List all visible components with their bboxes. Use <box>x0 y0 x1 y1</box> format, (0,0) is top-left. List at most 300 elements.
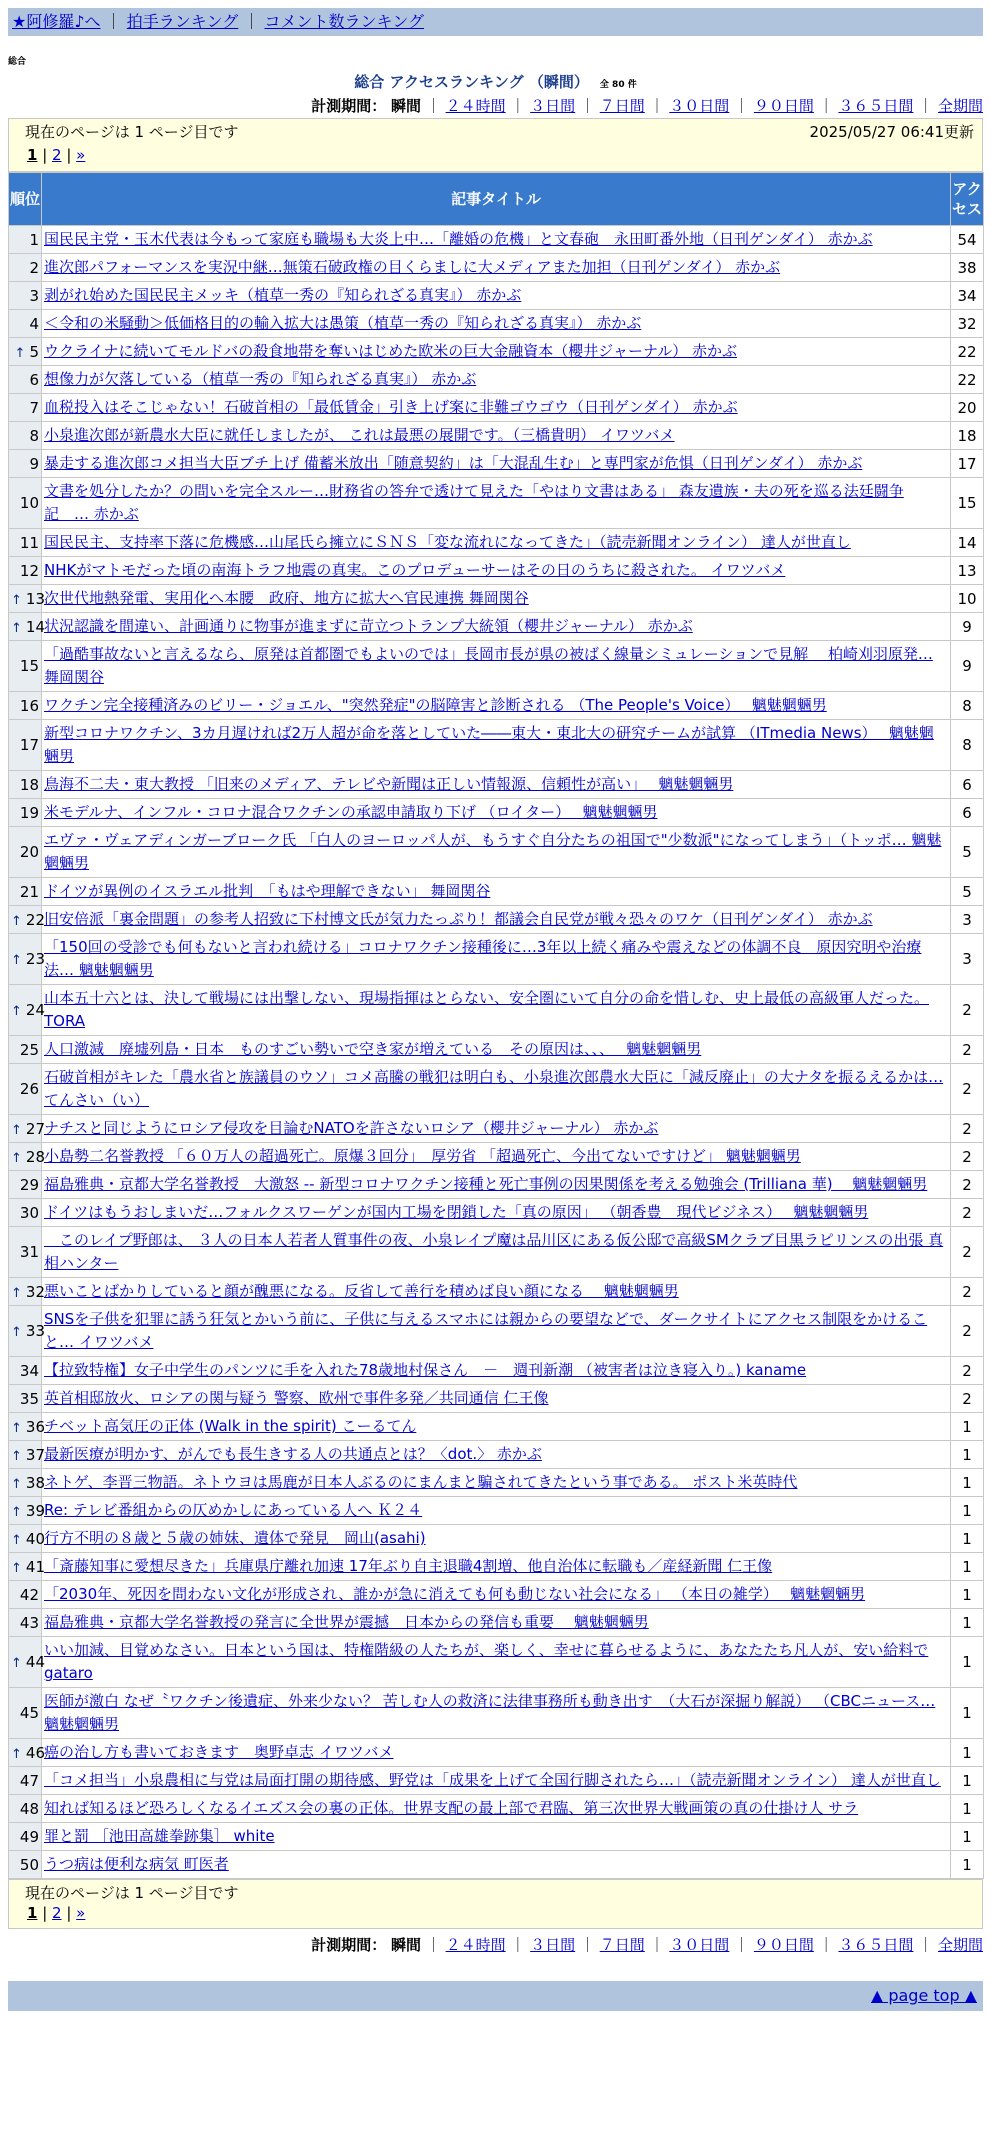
table-row <box>9 1767 984 1795</box>
rank-number: 19 <box>19 803 39 822</box>
article-link[interactable]: 福島雅典・京都大学名誉教授の発言に全世界が震撼 日本からの発信も重要 魑魅魍魎男 <box>44 1613 649 1631</box>
article-link[interactable]: ウクライナに続いてモルドバの殺食地帯を奪いはじめた欧米の巨大金融資本（櫻井ジャーナル） 赤かぶ <box>44 342 737 360</box>
access-count: 20 <box>951 394 984 422</box>
rank-number: 3 <box>29 286 39 305</box>
rank-cell <box>9 827 42 878</box>
page-separator: | <box>61 146 77 164</box>
rank-cell <box>9 934 45 985</box>
article-link[interactable]: 石破首相がキレた「農水省と族議員のウソ」コメ高騰の戦犯は明白も、小泉進次郎農水大臣に「減反廃止」の大ナタを振るえるかは… てんさい（い） <box>44 1068 944 1109</box>
period-separator: ｜ <box>813 1936 839 1954</box>
rank-cell <box>9 1609 42 1637</box>
title-cell <box>42 1767 951 1795</box>
title-cell <box>42 1637 951 1688</box>
rank-cell <box>9 529 42 557</box>
rank-number: 24 <box>25 1001 45 1019</box>
title-cell <box>42 1306 951 1357</box>
period-current: 瞬間 <box>391 97 422 115</box>
article-link[interactable]: エヴァ・ヴェアディンガーブローク氏 「白人のヨーロッパ人が、もうすぐ自分たちの祖国で"少数派"になってしまう」（トッポ… 魑魅魍魎男 <box>44 831 942 872</box>
rank-up-icon: ↑ <box>11 1420 22 1436</box>
table-row <box>9 1851 984 1879</box>
rank-cell <box>9 1637 45 1688</box>
period-link-6[interactable]: ３６５日間 <box>838 1936 914 1954</box>
article-link[interactable]: 最新医療が明かす、がんでも長生きする人の共通点とは？〈dot.〉 赤かぶ <box>44 1445 542 1463</box>
rank-cell <box>9 1581 42 1609</box>
article-link[interactable]: ドイツはもうおしまいだ…フォルクスワーゲンが国内工場を閉鎖した「真の原因」 （朝香豊 現代ビジネス） 魑魅魍魎男 <box>44 1203 869 1221</box>
period-selector <box>0 94 983 118</box>
rank-cell <box>9 585 45 613</box>
rank-cell <box>9 557 42 585</box>
access-count: 2 <box>951 985 984 1036</box>
table-row <box>9 366 984 394</box>
table-row <box>9 1143 984 1171</box>
rank-up-icon: ↑ <box>11 620 22 636</box>
title-cell <box>42 585 951 613</box>
table-row <box>9 1609 984 1637</box>
article-link[interactable]: 英首相邸放火、ロシアの関与疑う 警察、欧州で事件多発／共同通信 仁王像 <box>44 1389 549 1407</box>
table-row <box>9 799 984 827</box>
article-link[interactable]: 剥がれ始めた国民民主メッキ（植草一秀の『知られざる真実』） 赤かぶ <box>44 286 522 304</box>
ranking-heading <box>0 72 991 92</box>
access-count: 1 <box>951 1688 984 1739</box>
rank-number: 44 <box>25 1653 45 1671</box>
bottom-bar <box>8 1981 983 2011</box>
article-link[interactable]: 癌の治し方も書いておきます 奥野卓志 イワツバメ <box>44 1743 394 1761</box>
period-separator: ｜ <box>813 97 839 115</box>
rank-cell <box>9 450 42 478</box>
article-link[interactable]: 想像力が欠落している（植草一秀の『知られざる真実』） 赤かぶ <box>44 370 477 388</box>
period-separator: ｜ <box>913 97 938 115</box>
article-link[interactable]: ＜令和の米騒動＞低価格目的の輸入拡大は愚策（植草一秀の『知られざる真実』） 赤かぶ <box>44 314 642 332</box>
access-count: 1 <box>951 1413 984 1441</box>
article-link[interactable]: ワクチン完全接種済みのビリー・ジョエル、"突然発症"の脳障害と診断される （The People's Voice） 魑魅魍魎男 <box>44 696 827 714</box>
rank-number: 42 <box>19 1585 39 1604</box>
article-link[interactable]: 暴走する進次郎コメ担当大臣ブチ上げ 備蓄米放出「随意契約」は「大混乱生む」と専門家が危惧（日刊ゲンダイ） 赤かぶ <box>44 454 863 472</box>
article-link[interactable]: うつ病は便利な病気 町医者 <box>44 1855 229 1873</box>
table-row <box>9 1306 984 1357</box>
article-link[interactable]: Re: テレビ番組からの仄めかしにあっている人へ Ｋ２４ <box>44 1501 423 1519</box>
title-cell <box>42 692 951 720</box>
table-row <box>9 1227 984 1278</box>
title-cell <box>42 641 951 692</box>
access-count: 3 <box>951 934 984 985</box>
rank-number: 40 <box>25 1529 45 1548</box>
access-count: 1 <box>951 1525 984 1553</box>
applause-ranking-link[interactable]: 拍手ランキング <box>126 12 239 31</box>
access-count: 2 <box>951 1036 984 1064</box>
rank-cell <box>9 771 42 799</box>
rank-cell <box>9 1823 42 1851</box>
rank-number: 1 <box>29 230 39 249</box>
period-separator: ｜ <box>421 1936 446 1954</box>
table-row <box>9 906 984 934</box>
title-cell <box>42 1385 951 1413</box>
rank-up-icon: ↑ <box>11 1476 22 1492</box>
table-row <box>9 1278 984 1306</box>
title-cell <box>42 1199 951 1227</box>
table-row <box>9 422 984 450</box>
article-link[interactable]: 国民民主、支持率下落に危機感…山尾氏ら擁立にＳＮＳ「変な流れになってきた」（読売新聞オンライン） 達人が世直し <box>44 533 851 551</box>
article-link[interactable]: 福島雅典・京都大学名誉教授 大激怒 -- 新型コロナワクチン接種と死亡事例の因果関係を考える勉強会 (Trilliana 華) 魑魅魍魎男 <box>44 1175 928 1193</box>
title-cell <box>42 1115 951 1143</box>
rank-up-icon: ↑ <box>11 1560 22 1576</box>
next-page-link[interactable]: » <box>76 146 86 164</box>
period-separator: ｜ <box>575 1936 600 1954</box>
article-link[interactable]: 「斎藤知事に愛想尽きた」兵庫県庁離れ加速 17年ぶり自主退職4割増、他自治体に転職も／産経新聞 仁王像 <box>44 1557 773 1575</box>
access-count: 38 <box>951 254 984 282</box>
category-label: 総合 <box>8 57 27 67</box>
period-link-3[interactable]: ７日間 <box>599 97 645 115</box>
rank-cell <box>9 1306 45 1357</box>
period-link-3[interactable]: ７日間 <box>599 1936 645 1954</box>
period-separator: ｜ <box>644 97 670 115</box>
table-row <box>9 1497 984 1525</box>
article-link[interactable]: NHKがマトモだった頃の南海トラフ地震の真実。このプロデューサーはその日のうちに殺された。 イワツバメ <box>44 561 786 579</box>
access-count: 2 <box>951 1227 984 1278</box>
title-cell <box>42 450 951 478</box>
table-row <box>9 613 984 641</box>
article-link[interactable]: ネトゲ、李晋三物語。ネトウヨは馬鹿が日本人ぶるのにまんまと騙されてきたという事である。 ポスト米英時代 <box>44 1473 798 1491</box>
article-link[interactable]: SNSを子供を犯罪に誘う狂気とかいう前に、子供に与えるスマホには親からの要望などで、ダークサイトにアクセス制限をかけること… イワツバメ <box>44 1310 928 1351</box>
table-row <box>9 1525 984 1553</box>
table-row <box>9 226 984 254</box>
article-link[interactable]: 行方不明の８歳と５歳の姉妹、遺体で発見 岡山(asahi) <box>44 1529 426 1547</box>
rank-number: 7 <box>29 398 39 417</box>
table-row <box>9 1199 984 1227</box>
access-count: 2 <box>951 1357 984 1385</box>
article-link[interactable]: チベット高気圧の正体 (Walk in the spirit) こーるてん <box>44 1417 417 1435</box>
title-cell <box>42 394 951 422</box>
table-row <box>9 585 984 613</box>
period-separator: ｜ <box>729 97 754 115</box>
access-count: 1 <box>951 1469 984 1497</box>
article-link[interactable]: 米モデルナ、インフル・コロナ混合ワクチンの承認申請取り下げ （ロイター） 魑魅魍魎男 <box>44 803 658 821</box>
article-link[interactable]: 「コメ担当」小泉農相に与党は局面打開の期待感、野党は「成果を上げて全国行脚されたら…」（読売新聞オンライン） 達人が世直し <box>44 1771 941 1789</box>
rank-number: 4 <box>29 314 39 333</box>
rank-number: 39 <box>25 1501 45 1520</box>
rank-up-icon: ↑ <box>11 1504 22 1520</box>
access-count: 6 <box>951 771 984 799</box>
rank-cell <box>9 1441 45 1469</box>
article-link[interactable]: 【拉致特権】女子中学生のパンツに手を入れた78歳地村保さん － 週刊新潮 （被害者は泣き寝入り。) kaname <box>44 1361 807 1379</box>
page-separator: | <box>61 1904 77 1922</box>
table-row <box>9 878 984 906</box>
rank-number: 36 <box>25 1417 45 1436</box>
table-row <box>9 985 984 1036</box>
article-link[interactable]: 「過酷事故ないと言えるなら、原発は首都圏でもよいのでは」長岡市長が県の被ばく線量シミュレーションで見解 柏崎刈羽原発… 舞岡関谷 <box>44 645 933 686</box>
article-link[interactable]: 罪と罰 ［池田高雄拳跡集］ white <box>44 1827 275 1845</box>
title-cell <box>42 282 951 310</box>
period-separator: ｜ <box>913 1936 938 1954</box>
rank-up-icon: ↑ <box>11 1325 22 1340</box>
rank-number: 11 <box>19 533 39 552</box>
rank-number: 37 <box>25 1445 45 1464</box>
title-cell <box>42 878 951 906</box>
article-link[interactable]: 山本五十六とは、決して戦場には出撃しない、現場指揮はとらない、安全圏にいて自分の命を惜しむ、史上最低の高級軍人だった。 TORA <box>44 989 930 1030</box>
article-link[interactable]: 鳥海不二夫・東大教授 「旧来のメディア、テレビや新聞は正しい情報源、信頼性が高い」 魑魅魍魎男 <box>44 775 734 793</box>
access-count: 5 <box>951 827 984 878</box>
access-count: 2 <box>951 1171 984 1199</box>
rank-number: 38 <box>25 1473 45 1492</box>
title-cell <box>42 1413 951 1441</box>
rank-number: 20 <box>19 843 39 861</box>
period-link-1[interactable]: ２４時間 <box>445 97 506 115</box>
access-count: 22 <box>951 366 984 394</box>
rank-cell <box>9 226 42 254</box>
article-link[interactable]: 文書を処分したか？の問いを完全スルー…財務省の答弁で透けて見えた「やはり文書はある」 森友遺族・夫の死を巡る法廷闘争記 … 赤かぶ <box>44 482 904 523</box>
rank-cell <box>9 1036 42 1064</box>
table-row <box>9 934 984 985</box>
article-link[interactable]: 人口激減 廃墟列島・日本 ものすごい勢いで空き家が増えている その原因は、、、 魑魅魍魎男 <box>44 1040 702 1058</box>
rank-number: 35 <box>19 1389 39 1408</box>
rank-cell <box>9 1227 42 1278</box>
period-link-2[interactable]: ３日間 <box>530 1936 576 1954</box>
access-count: 1 <box>951 1581 984 1609</box>
page-current: 1 <box>27 1904 38 1922</box>
table-row <box>9 478 984 529</box>
rank-cell <box>9 1357 42 1385</box>
page-separator: | <box>37 1904 53 1922</box>
page-links <box>27 1904 85 1922</box>
period-separator: ｜ <box>644 1936 670 1954</box>
rank-number: 18 <box>19 775 39 794</box>
title-cell <box>42 1553 951 1581</box>
item-count: 全 80 件 <box>599 80 637 90</box>
rank-cell <box>9 1739 45 1767</box>
title-cell <box>42 557 951 585</box>
access-count: 10 <box>951 585 984 613</box>
nav-separator: ｜ <box>105 12 122 31</box>
home-link[interactable]: ★阿修羅♪へ <box>12 12 101 31</box>
title-cell <box>42 1795 951 1823</box>
period-link-2[interactable]: ３日間 <box>530 97 576 115</box>
table-row <box>9 1581 984 1609</box>
rank-cell <box>9 1413 45 1441</box>
access-count: 18 <box>951 422 984 450</box>
rank-number: 16 <box>19 696 39 715</box>
access-count: 8 <box>951 692 984 720</box>
table-row <box>9 1385 984 1413</box>
table-row <box>9 1823 984 1851</box>
table-row <box>9 1739 984 1767</box>
title-cell <box>42 771 951 799</box>
rank-cell <box>9 1385 42 1413</box>
article-link[interactable]: 国民民主党・玉木代表は今もって家庭も職場も大炎上中…「離婚の危機」と文春砲 永田町番外地（日刊ゲンダイ） 赤かぶ <box>44 230 873 248</box>
title-cell <box>42 1525 951 1553</box>
rank-cell <box>9 338 42 366</box>
rank-cell <box>9 1115 45 1143</box>
title-cell <box>42 310 951 338</box>
title-cell <box>42 1851 951 1879</box>
current-page-text: 現在のページは 1 ページ目です <box>25 123 239 141</box>
rank-number: 14 <box>25 617 45 636</box>
rank-number: 46 <box>25 1743 45 1762</box>
rank-up-icon: ↑ <box>11 1448 22 1464</box>
table-row <box>9 254 984 282</box>
access-count: 9 <box>951 613 984 641</box>
current-page-text: 現在のページは 1 ページ目です <box>25 1884 239 1902</box>
table-row <box>9 1795 984 1823</box>
title-cell <box>42 906 951 934</box>
rank-up-icon: ↑ <box>11 592 22 608</box>
rank-cell <box>9 478 42 529</box>
article-link[interactable]: 旧安倍派「裏金問題」の参考人招致に下村博文氏が気力たっぷり！都議会自民党が戦々恐々のワケ（日刊ゲンダイ） 赤かぶ <box>44 910 873 928</box>
rank-up-icon: ↑ <box>11 913 22 929</box>
title-cell <box>42 1688 951 1739</box>
rank-number: 6 <box>29 370 39 389</box>
rank-cell <box>9 1525 45 1553</box>
rank-number: 45 <box>19 1704 39 1722</box>
title-cell <box>42 827 951 878</box>
rank-cell <box>9 282 42 310</box>
next-page-link[interactable]: » <box>76 1904 86 1922</box>
comment-ranking-link[interactable]: コメント数ランキング <box>264 12 425 31</box>
access-count: 1 <box>951 1609 984 1637</box>
table-row <box>9 394 984 422</box>
title-cell <box>42 1357 951 1385</box>
period-link-1[interactable]: ２４時間 <box>445 1936 506 1954</box>
rank-up-icon: ↑ <box>11 1122 22 1138</box>
access-count: 1 <box>951 1637 984 1688</box>
access-count: 3 <box>951 906 984 934</box>
table-header-row <box>9 173 984 226</box>
rank-number: 2 <box>29 258 39 277</box>
rank-number: 49 <box>19 1827 39 1846</box>
title-cell <box>42 338 951 366</box>
page-link[interactable]: 2 <box>52 146 62 164</box>
rank-up-icon: ↑ <box>11 1004 22 1019</box>
rank-number: 17 <box>19 736 39 754</box>
rank-up-icon: ↑ <box>11 1532 22 1548</box>
title-cell <box>42 1143 951 1171</box>
table-row <box>9 1553 984 1581</box>
access-count: 34 <box>951 282 984 310</box>
rank-number: 33 <box>25 1322 45 1340</box>
table-row <box>9 529 984 557</box>
title-cell <box>42 529 951 557</box>
article-link[interactable]: 新型コロナワクチン、3カ月遅ければ2万人超が命を落としていた――東大・東北大の研究チームが試算 （ITmedia News） 魑魅魍魎男 <box>44 724 934 765</box>
title-cell <box>42 799 951 827</box>
rank-number: 5 <box>29 342 39 361</box>
access-count: 8 <box>951 720 984 771</box>
article-link[interactable]: 小泉進次郎が新農水大臣に就任しましたが、 これは最悪の展開です。（三橋貴明） イワツバメ <box>44 426 675 444</box>
article-link[interactable]: このレイプ野郎は、 ３人の日本人若者人質事件の夜、小泉レイプ魔は品川区にある仮公邸で高級SMクラブ目黒ラピリンスの出張 真相ハンター <box>44 1231 944 1272</box>
article-link[interactable]: 悪いことばかりしていると顔が醜悪になる。反省して善行を積めば良い顔になる 魑魅魍魎男 <box>44 1282 679 1300</box>
rank-number: 13 <box>25 589 45 608</box>
period-link-7[interactable]: 全期間 <box>937 97 983 115</box>
rank-number: 26 <box>19 1080 39 1098</box>
page-current: 1 <box>27 146 38 164</box>
article-link[interactable]: 状況認識を間違い、計画通りに物事が進まずに苛立つトランプ大統領（櫻井ジャーナル） 赤かぶ <box>44 617 693 635</box>
updated-timestamp: 2025/05/27 06:41更新 <box>809 123 974 141</box>
table-row <box>9 771 984 799</box>
period-link-6[interactable]: ３６５日間 <box>838 97 914 115</box>
rank-cell <box>9 1767 42 1795</box>
pager-bottom <box>8 1879 983 1929</box>
period-link-5[interactable]: ９０日間 <box>753 97 814 115</box>
title-cell <box>42 366 951 394</box>
rank-up-icon: ↑ <box>11 953 22 968</box>
rank-number: 41 <box>25 1557 45 1576</box>
rank-cell <box>9 1143 45 1171</box>
page-top-link[interactable]: ▲ page top ▲ <box>870 1986 977 2005</box>
title-cell <box>42 1227 951 1278</box>
access-count: 2 <box>951 1064 984 1115</box>
period-label: 計測期間： <box>311 97 387 115</box>
rank-number: 9 <box>29 454 39 473</box>
rank-cell <box>9 985 45 1036</box>
table-row <box>9 1469 984 1497</box>
article-link[interactable]: 血税投入はそこじゃない！石破首相の「最低賃金」引き上げ案に非難ゴウゴウ（日刊ゲンダイ） 赤かぶ <box>44 398 738 416</box>
rank-cell <box>9 799 42 827</box>
rank-column-header: 順位 <box>9 173 42 226</box>
article-link[interactable]: 小島勢二名誉教授 「６０万人の超過死亡。原爆３回分」 厚労省 「超過死亡、今出てないですけど」 魑魅魍魎男 <box>44 1147 801 1165</box>
title-cell <box>42 226 951 254</box>
rank-cell <box>9 1795 42 1823</box>
rank-cell <box>9 720 42 771</box>
table-row <box>9 827 984 878</box>
table-row <box>9 338 984 366</box>
rank-cell <box>9 310 42 338</box>
period-link-7[interactable]: 全期間 <box>937 1936 983 1954</box>
access-count: 1 <box>951 1497 984 1525</box>
period-link-4[interactable]: ３０日間 <box>669 1936 730 1954</box>
article-link[interactable]: ナチスと同じようにロシア侵攻を目論むNATOを許さないロシア（櫻井ジャーナル） 赤かぶ <box>44 1119 659 1137</box>
title-cell <box>42 1823 951 1851</box>
rank-cell <box>9 641 42 692</box>
rank-cell <box>9 366 42 394</box>
page-link[interactable]: 2 <box>52 1904 62 1922</box>
period-link-4[interactable]: ３０日間 <box>669 97 730 115</box>
rank-number: 34 <box>19 1361 39 1380</box>
access-count: 15 <box>951 478 984 529</box>
access-count: 2 <box>951 1278 984 1306</box>
access-count: 1 <box>951 1739 984 1767</box>
article-link[interactable]: いい加減、目覚めなさい。日本という国は、特権階級の人たちが、楽しく、幸せに暮らせるように、あなたたち凡人が、安い給料で gataro <box>44 1641 929 1682</box>
period-link-5[interactable]: ９０日間 <box>753 1936 814 1954</box>
access-count: 32 <box>951 310 984 338</box>
rank-number: 22 <box>25 910 45 929</box>
access-count: 2 <box>951 1199 984 1227</box>
rank-number: 29 <box>19 1175 39 1194</box>
rank-number: 23 <box>25 950 45 968</box>
table-row <box>9 1413 984 1441</box>
rank-number: 12 <box>19 561 39 580</box>
rank-cell <box>9 878 42 906</box>
rank-up-icon: ↑ <box>11 1150 22 1166</box>
article-link[interactable]: 「150回の受診でも何もないと言われ続ける」コロナワクチン接種後に…3年以上続く痛みや震えなどの体調不良 原因究明や治療法… 魑魅魍魎男 <box>44 938 922 979</box>
period-selector <box>0 1933 983 1957</box>
article-link[interactable]: 進次郎パフォーマンスを実況中継…無策石破政権の目くらましに大メディアまた加担（日刊ゲンダイ） 赤かぶ <box>44 258 781 276</box>
title-cell <box>42 1036 951 1064</box>
rank-up-icon: ↑ <box>11 1285 22 1301</box>
access-count: 2 <box>951 1143 984 1171</box>
table-row <box>9 310 984 338</box>
article-link[interactable]: 医師が激白 なぜ〝ワクチン後遺症、外来少ない？ 苦しむ人の救済に法律事務所も動き出す （大石が深掘り解説） （CBCニュース… 魑魅魍魎男 <box>44 1692 936 1733</box>
rank-number: 31 <box>19 1243 39 1261</box>
access-count: 6 <box>951 799 984 827</box>
article-link[interactable]: 知れば知るほど恐ろしくなるイエズス会の裏の正体。世界支配の最上部で君臨、第三次世界大戦画策の真の仕掛け人 サラ <box>44 1799 859 1817</box>
top-nav-bar <box>8 8 983 36</box>
rank-cell <box>9 1199 42 1227</box>
title-cell <box>42 1609 951 1637</box>
table-row <box>9 641 984 692</box>
article-link[interactable]: 次世代地熱発電、実用化へ本腰 政府、地方に拡大へ官民連携 舞岡関谷 <box>44 589 529 607</box>
article-link[interactable]: ドイツが異例のイスラエル批判 「もはや理解できない」 舞岡関谷 <box>44 882 491 900</box>
rank-cell <box>9 1278 45 1306</box>
article-link[interactable]: 「2030年、死因を問わない文化が形成され、誰かが急に消えても何も動じない社会になる」 （本日の雑学） 魑魅魍魎男 <box>44 1585 866 1603</box>
title-cell <box>42 1469 951 1497</box>
rank-cell <box>9 422 42 450</box>
